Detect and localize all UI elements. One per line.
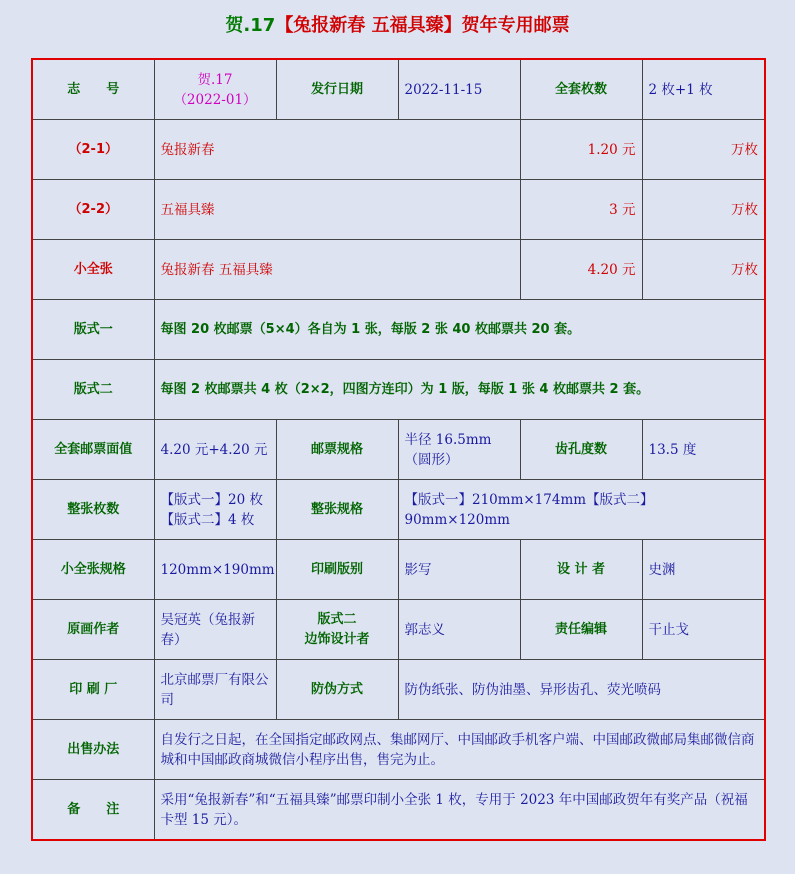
label-editor: 责任编辑: [520, 600, 642, 660]
table-row: [32, 180, 765, 240]
stamp-2-price: 3 元: [520, 180, 642, 240]
table-row: [32, 540, 765, 600]
table-row: [32, 720, 765, 780]
label-artist: 原画作者: [32, 600, 154, 660]
label-sheet-size: 整张规格: [276, 480, 398, 540]
layout-2-value: 每图 2 枚邮票共 4 枚（2×2，四图方连印）为 1 版，每版 1 张 4 枚邮票共 2 套。: [154, 360, 765, 420]
page-title: [0, 12, 795, 40]
label-sheet-count: 整张枚数: [32, 480, 154, 540]
souvenir-sheet-qty: 万枚: [642, 240, 765, 300]
layout-1-value: 每图 20 枚邮票（5×4）各自为 1 张，每版 2 张 40 枚邮票共 20 套。: [154, 300, 765, 360]
table-row: [32, 780, 765, 841]
stamp-info-table: [31, 58, 766, 841]
label-designer: 设 计 者: [520, 540, 642, 600]
title-mid: 【兔报新春 五福具臻】: [275, 15, 462, 36]
label-printer: 印 刷 厂: [32, 660, 154, 720]
table-row: [32, 660, 765, 720]
table-row: [32, 300, 765, 360]
table-row: [32, 360, 765, 420]
editor-value: 干止戈: [642, 600, 765, 660]
remarks-value: 采用“兔报新春”和“五福具臻”邮票印制小全张 1 枚，专用于 2023 年中国邮政贺年有奖产品（祝福卡型 15 元）。: [154, 780, 765, 841]
label-layout-1: 版式一: [32, 300, 154, 360]
label-face-value: 全套邮票面值: [32, 420, 154, 480]
sheet-size-value: 【版式一】210mm×174mm【版式二】90mm×120mm: [398, 480, 765, 540]
stamp-1-qty: 万枚: [642, 120, 765, 180]
border-designer-label-line-2: 边饰设计者: [304, 631, 370, 647]
stamp-2-name: 五福具臻: [154, 180, 520, 240]
serial-value: [154, 59, 276, 120]
label-sale-method: 出售办法: [32, 720, 154, 780]
face-value: 4.20 元+4.20 元: [154, 420, 276, 480]
label-souvenir-sheet: 小全张: [32, 240, 154, 300]
sheet-count-value: [154, 480, 276, 540]
stamp-1-name: 兔报新春: [154, 120, 520, 180]
stamp-1-price: 1.20 元: [520, 120, 642, 180]
sheet-count-layout-1: 【版式一】20 枚: [160, 491, 263, 508]
label-border-designer: [276, 600, 398, 660]
printer-value: 北京邮票厂有限公司: [154, 660, 276, 720]
stamp-size-value: 半径 16.5mm（圆形）: [398, 420, 520, 480]
table-row: [32, 420, 765, 480]
printing-process-value: 影写: [398, 540, 520, 600]
label-printing-process: 印刷版别: [276, 540, 398, 600]
souvenir-size-value: 120mm×190mm: [154, 540, 276, 600]
table-row: [32, 480, 765, 540]
sheet-count-layout-2: 【版式二】4 枚: [160, 511, 255, 528]
label-serial: 志 号: [32, 59, 154, 120]
label-souvenir-size: 小全张规格: [32, 540, 154, 600]
artist-value: 吴冠英（兔报新春）: [154, 600, 276, 660]
anti-counterfeit-value: 防伪纸张、防伪油墨、异形齿孔、荧光喷码: [398, 660, 765, 720]
souvenir-sheet-price: 4.20 元: [520, 240, 642, 300]
label-anti-counterfeit: 防伪方式: [276, 660, 398, 720]
label-stamp-size: 邮票规格: [276, 420, 398, 480]
label-set-count: 全套枚数: [520, 59, 642, 120]
border-designer-label-line-1: 版式二: [317, 611, 357, 627]
table-row: [32, 59, 765, 120]
border-designer-value: 郭志义: [398, 600, 520, 660]
souvenir-sheet-name: 兔报新春 五福具臻: [154, 240, 520, 300]
label-stamp-2: （2-2）: [32, 180, 154, 240]
title-prefix: 贺.17: [225, 15, 276, 36]
set-count-value: 2 枚+1 枚: [642, 59, 765, 120]
table-row: [32, 120, 765, 180]
serial-code: （2022-01）: [173, 91, 257, 108]
label-remarks: 备 注: [32, 780, 154, 841]
serial-number: 贺.17: [197, 71, 233, 88]
table-row: [32, 240, 765, 300]
label-layout-2: 版式二: [32, 360, 154, 420]
label-issue-date: 发行日期: [276, 59, 398, 120]
designer-value: 史渊: [642, 540, 765, 600]
perforation-value: 13.5 度: [642, 420, 765, 480]
stamp-2-qty: 万枚: [642, 180, 765, 240]
sale-method-value: 自发行之日起，在全国指定邮政网点、集邮网厅、中国邮政手机客户端、中国邮政微邮局集邮微信商城和中国邮政商城微信小程序出售，售完为止。: [154, 720, 765, 780]
issue-date-value: 2022-11-15: [398, 59, 520, 120]
title-suffix: 贺年专用邮票: [461, 15, 570, 36]
label-stamp-1: （2-1）: [32, 120, 154, 180]
label-perforation: 齿孔度数: [520, 420, 642, 480]
table-row: [32, 600, 765, 660]
